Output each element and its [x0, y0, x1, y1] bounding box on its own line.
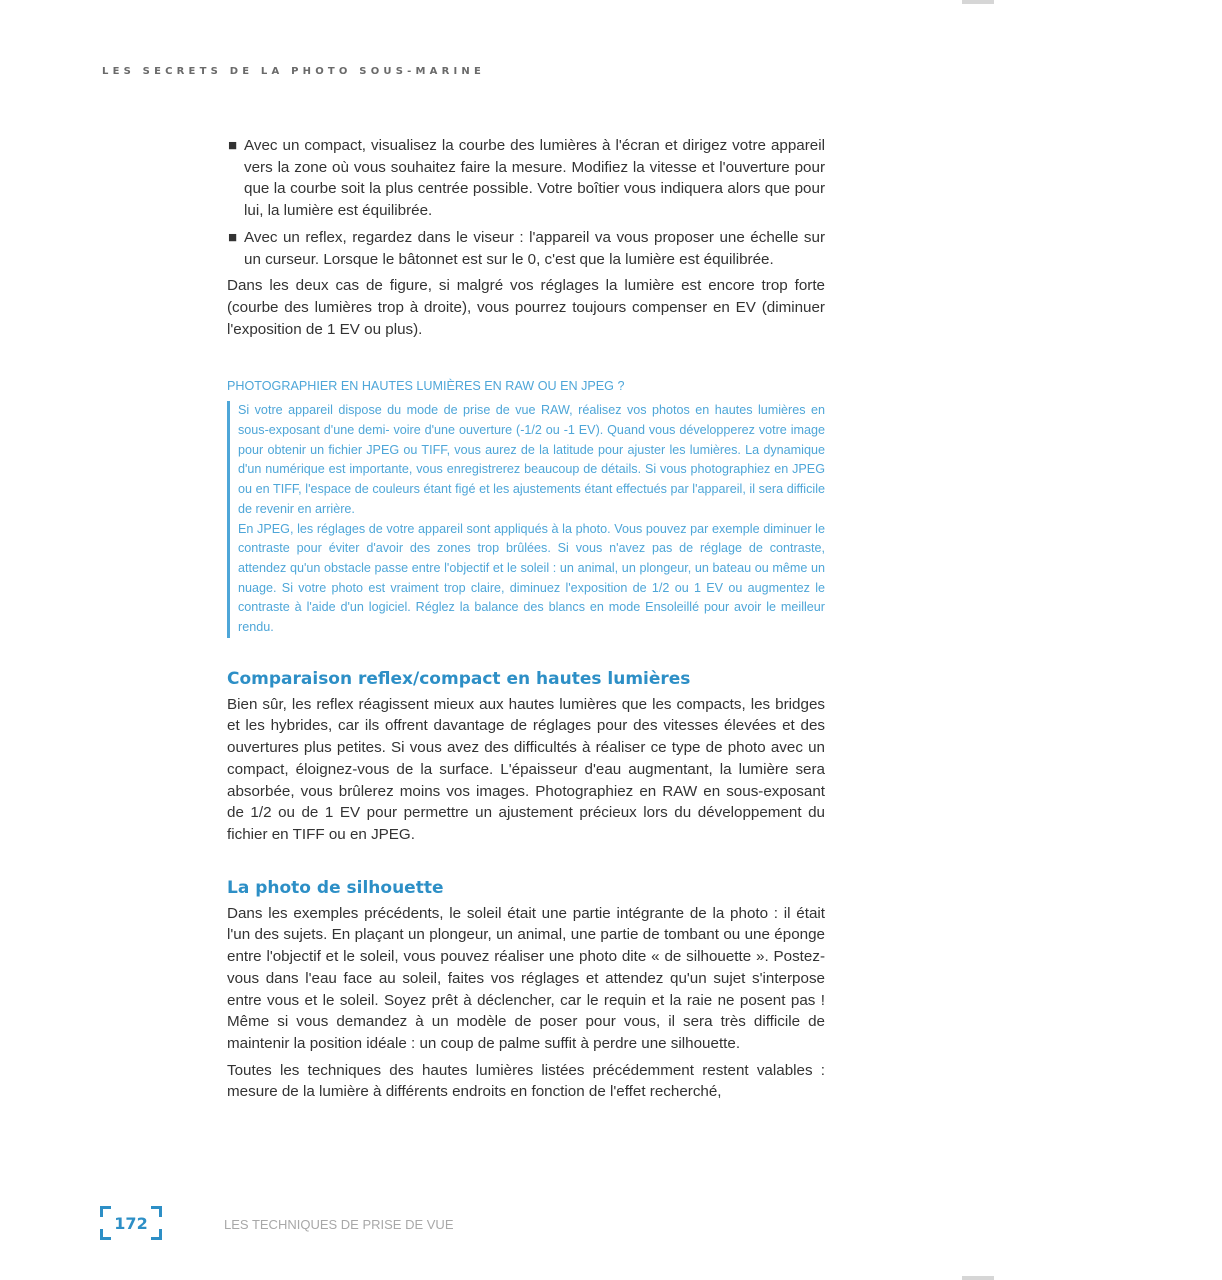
bullet-text: Avec un reflex, regardez dans le viseur : l'appareil va vous proposer une échelle sur un curseur. Lorsque le bâtonnet est sur le 0, c'est que la lumière est équilibrée.	[244, 228, 825, 268]
crop-mark-top	[962, 0, 994, 4]
page-footer	[100, 1206, 700, 1246]
section-paragraph: Dans les exemples précédents, le soleil était une partie intégrante de la photo : il était l'un des sujets. En plaçant un plongeur, un animal, une partie de tombant ou une éponge entre l'objectif et le soleil, vous pouvez réaliser une photo dite « de silhouette ». Postez-vous dans l'eau face au soleil, faites vos réglages et attendez qu'un sujet s'interpose entre vous et le soleil. Soyez prêt à déclencher, car le requin et la raie ne posent pas ! Même si vous demandez à un modèle de poser pour vous, il sera très difficile de maintenir la position idéale : un coup de palme suffit à perdre une silhouette.	[227, 904, 825, 1052]
bullet-item-reflex	[227, 227, 825, 270]
intro-paragraph: Dans les deux cas de figure, si malgré vos réglages la lumière est encore trop forte (courbe des lumières trop à droite), vous pourrez toujours compenser en EV (diminuer l'exposition de 1 EV ou plus).	[227, 277, 825, 338]
text-column	[227, 135, 825, 1103]
info-box-paragraph: Si votre appareil dispose du mode de prise de vue RAW, réalisez vos photos en hautes lumières en sous-exposant d'une demi- voire d'une ouverture (-1/2 ou -1 EV). Quand vous développerez votre image pour obtenir un fichier JPEG ou TIFF, vous aurez de la latitude pour ajuster les lumières. La dynamique d'un numérique est importante, vous enregistrerez beaucoup de détails. Si vous photographiez en JPEG ou en TIFF, l'espace de couleurs étant figé et les ajustements étant effectués par l'appareil, il sera difficile de revenir en arrière.	[238, 403, 825, 516]
bullet-list	[227, 135, 825, 270]
section-heading-comparaison: Comparaison reflex/compact en hautes lumières	[227, 668, 691, 689]
running-head: LES SECRETS DE LA PHOTO SOUS-MARINE	[102, 66, 485, 77]
section-paragraph: Toutes les techniques des hautes lumières listées précédemment restent valables : mesure de la lumière à différents endroits en fonction de l'effet recherché,	[227, 1061, 825, 1101]
bullet-icon: ■	[228, 228, 238, 246]
bullet-item-compact	[227, 135, 825, 222]
info-box	[227, 378, 825, 637]
info-box-paragraph: En JPEG, les réglages de votre appareil sont appliqués à la photo. Vous pouvez par exemple diminuer le contraste pour éviter d'avoir des zones trop brûlées. Si vous n'avez pas de réglage de contraste, attendez qu'un obstacle passe entre l'objectif et le soleil : un animal, un plongeur, un bateau ou même un nuage. Si votre photo est vraiment trop claire, diminuez l'exposition de 1/2 ou 1 EV ou augmentez le contraste à l'aide d'un logiciel. Réglez la balance des blancs en mode Ensoleillé pour avoir le meilleur rendu.	[238, 521, 825, 635]
chapter-title: LES TECHNIQUES DE PRISE DE VUE	[224, 1217, 454, 1232]
info-box-body	[227, 401, 825, 637]
section-paragraph: Bien sûr, les reflex réagissent mieux aux hautes lumières que les compacts, les bridges et les hybrides, car ils offrent davantage de réglages pour des vitesses élevées et des ouvertures plus petites. Si vous avez des difficultés à réaliser ce type de photo avec un compact, éloignez-vous de la surface. L'épaisseur d'eau augmentant, la lumière sera absorbée, vous brûlerez moins vos images. Photographiez en RAW en sous-exposant de 1/2 ou de 1 EV pour permettre un ajustement précieux lors du développement du fichier en TIFF ou en JPEG.	[227, 695, 825, 843]
page-number: 172	[114, 1214, 148, 1233]
bullet-icon: ■	[228, 137, 238, 154]
bullet-text: Avec un compact, visualisez la courbe des lumières à l'écran et dirigez votre appareil vers la zone où vous souhaitez faire la mesure. Modifiez la vitesse et l'ouverture pour que la courbe soit la plus centrée possible. Votre boîtier vous indiquera alors que pour lui, la lumière est équilibrée.	[244, 137, 825, 220]
info-box-title: PHOTOGRAPHIER EN HAUTES LUMIÈRES EN RAW OU EN JPEG ?	[227, 379, 625, 394]
page-number-frame	[100, 1206, 162, 1240]
crop-mark-bottom	[962, 1276, 994, 1280]
section-heading-silhouette: La photo de silhouette	[227, 877, 444, 898]
